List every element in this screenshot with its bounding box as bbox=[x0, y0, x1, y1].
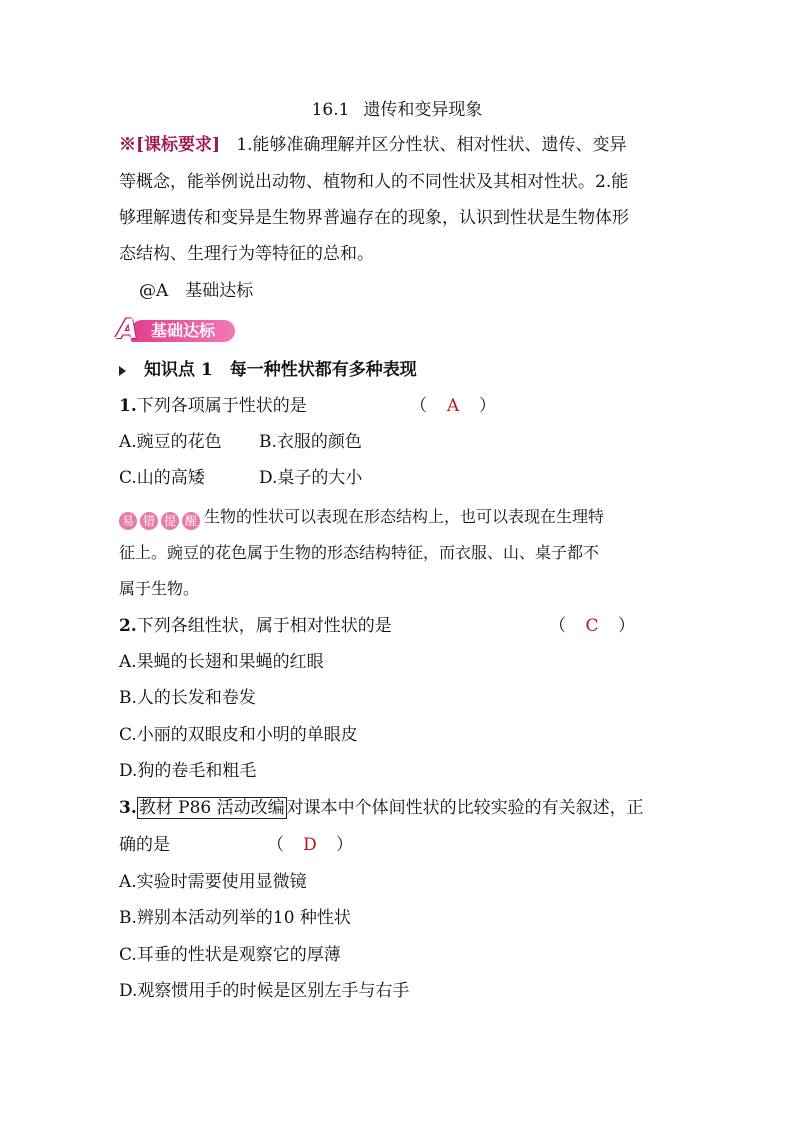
tip-line-3: 属于生物。 bbox=[119, 579, 200, 598]
tip-badge-char: 提 bbox=[161, 512, 179, 530]
level-label: @A 基础达标 bbox=[139, 281, 254, 301]
knowledge-point-text: 知识点 1 每一种性状都有多种表现 bbox=[144, 360, 417, 380]
question-2-number: 2. bbox=[119, 616, 137, 636]
question-2-text: 下列各组性状，属于相对性状的是 bbox=[136, 616, 392, 636]
question-3-option-c: C.耳垂的性状是观察它的厚薄 bbox=[119, 945, 341, 965]
question-1-option-b: B.衣服的颜色 bbox=[259, 432, 362, 452]
question-3-stem-line-2 bbox=[119, 834, 170, 856]
tip-badge-char: 易 bbox=[119, 512, 137, 530]
question-3-number: 3. bbox=[119, 798, 137, 818]
question-1-option-d: D.桌子的大小 bbox=[259, 468, 363, 488]
knowledge-point-heading bbox=[119, 359, 417, 381]
question-2-option-d: D.狗的卷毛和粗毛 bbox=[119, 761, 257, 781]
question-1-number: 1. bbox=[119, 396, 137, 416]
question-1-text: 下列各项属于性状的是 bbox=[136, 396, 307, 416]
banner-text: 基础达标 bbox=[151, 321, 216, 340]
requirements-line-1 bbox=[119, 134, 627, 156]
tip-badge-char: 错 bbox=[140, 512, 158, 530]
section-title bbox=[0, 99, 794, 121]
question-3-text-2: 确的是 bbox=[119, 835, 170, 855]
tip-line-1 bbox=[119, 506, 604, 531]
question-3-option-b: B.辨别本活动列举的10 种性状 bbox=[119, 908, 351, 928]
question-3-answer-box: （ D ） bbox=[267, 835, 353, 855]
requirements-line-4: 态结构、生理行为等特征的总和。 bbox=[119, 244, 374, 264]
question-3-option-d: D.观察惯用手的时候是区别左手与右手 bbox=[119, 981, 410, 1001]
requirements-line-2: 等概念，能举例说出动物、植物和人的不同性状及其相对性状。2.能 bbox=[119, 172, 629, 192]
banner-letter: A bbox=[117, 314, 138, 345]
level-banner bbox=[117, 316, 235, 344]
question-3-option-a: A.实验时需要使用显微镜 bbox=[119, 872, 307, 892]
question-1-option-c: C.山的高矮 bbox=[119, 468, 205, 488]
question-2-answer: C bbox=[585, 616, 599, 636]
requirements-tag: ※[课标要求] bbox=[119, 135, 221, 155]
question-3-source-tag: 教材 P86 活动改编 bbox=[138, 798, 285, 818]
tip-badge-char: 醒 bbox=[182, 512, 200, 530]
question-2-option-a: A.果蝇的长翅和果蝇的红眼 bbox=[119, 652, 324, 672]
question-1-answer-box: （ A ） bbox=[410, 396, 496, 416]
section-number: 16.1 bbox=[311, 100, 350, 120]
question-3-text-1: 对课本中个体间性状的比较实验的有关叙述，正 bbox=[286, 798, 644, 818]
question-1-option-a: A.豌豆的花色 bbox=[119, 432, 222, 452]
question-1-answer: A bbox=[446, 396, 460, 416]
triangle-bullet-icon bbox=[119, 366, 126, 376]
requirements-line-3: 够理解遗传和变异是生物界普遍存在的现象，认识到性状是生物体形 bbox=[119, 208, 629, 228]
tip-line-2: 征上。豌豆的花色属于生物的形态结构特征，而衣服、山、桌子都不 bbox=[119, 543, 600, 562]
question-2-option-c: C.小丽的双眼皮和小明的单眼皮 bbox=[119, 725, 358, 745]
question-3-answer: D bbox=[303, 835, 317, 855]
tip-text-1: 生物的性状可以表现在形态结构上，也可以表现在生理特 bbox=[204, 507, 605, 526]
requirements-text-1: 1.能够准确理解并区分性状、相对性状、遗传、变异 bbox=[236, 135, 627, 155]
section-title-text: 遗传和变异现象 bbox=[363, 100, 483, 120]
question-1-stem bbox=[119, 395, 307, 417]
question-3-stem bbox=[119, 797, 644, 819]
question-2-answer-box: （ C ） bbox=[549, 616, 635, 636]
tip-badge bbox=[119, 509, 203, 531]
question-2-stem bbox=[119, 615, 392, 637]
question-2-option-b: B.人的长发和卷发 bbox=[119, 688, 256, 708]
